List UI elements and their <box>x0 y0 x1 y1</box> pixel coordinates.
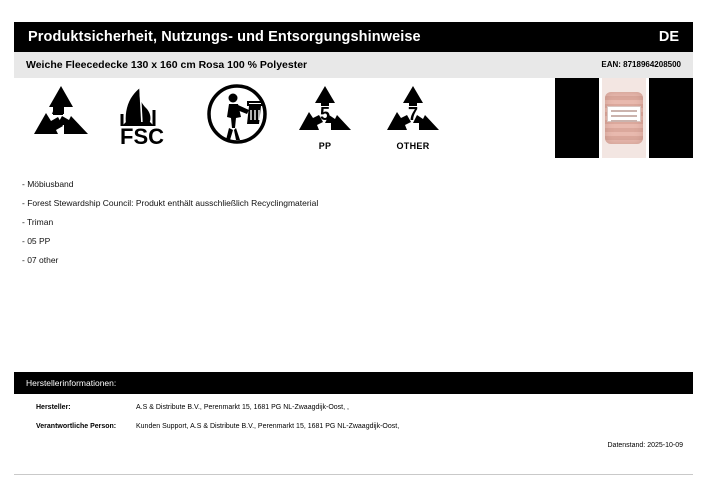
tidyman-icon <box>200 84 274 144</box>
manufacturer-label: Hersteller: <box>36 404 71 411</box>
list-item: - Möbiusband <box>22 179 74 189</box>
svg-text:FSC: FSC <box>120 124 164 146</box>
manufacturer-section <box>14 372 693 449</box>
recycling-07-label: OTHER <box>396 141 430 151</box>
datestamp: Datenstand: 2025-10-09 <box>607 442 683 449</box>
product-subheader <box>14 52 693 78</box>
blanket-photo <box>605 92 643 144</box>
list-item: - Triman <box>22 217 54 227</box>
mobius-loop-icon <box>24 84 98 142</box>
responsible-person-label: Verantwortliche Person: <box>36 423 117 430</box>
product-safety-sheet <box>14 22 693 478</box>
list-item: - Forest Stewardship Council: Produkt enthält ausschließlich Recyclingmaterial <box>22 198 319 208</box>
page-title: Produktsicherheit, Nutzungs- und Entsorgungshinweise <box>28 29 421 45</box>
ean-code: EAN: 8718964208500 <box>601 60 681 69</box>
product-image-left <box>555 78 599 158</box>
product-image-group <box>555 78 693 158</box>
product-image-center <box>602 78 646 158</box>
header-bar <box>14 22 693 52</box>
recycling-07-other-icon <box>376 84 450 151</box>
product-image-right <box>649 78 693 158</box>
manufacturer-heading: Herstellerinformationen: <box>14 372 693 394</box>
manufacturer-rows <box>14 394 693 430</box>
recycling-05-label: PP <box>318 141 332 151</box>
product-title: Weiche Fleecedecke 130 x 160 cm Rosa 100 % Polyester <box>26 58 308 71</box>
list-item: - 05 PP <box>22 236 51 246</box>
fsc-icon <box>112 84 186 146</box>
table-row <box>14 423 693 430</box>
symbol-explanation-list <box>14 179 693 265</box>
list-item: - 07 other <box>22 255 59 265</box>
pictogram-band <box>14 78 693 171</box>
recycling-05-pp-icon <box>288 84 362 151</box>
language-badge: DE <box>658 29 679 45</box>
table-row <box>14 404 693 411</box>
responsible-person-value: Kunden Support, A.S & Distribute B.V., Perenmarkt 15, 1681 PG NL-Zwaagdijk-Oost, <box>136 423 400 430</box>
svg-text:7: 7 <box>407 104 419 124</box>
manufacturer-value: A.S & Distribute B.V., Perenmarkt 15, 1681 PG NL-Zwaagdijk-Oost, , <box>136 404 349 411</box>
bottom-divider <box>14 474 693 475</box>
pictogram-row <box>24 84 450 151</box>
svg-text:5: 5 <box>319 104 331 124</box>
blanket-label-band <box>607 106 641 122</box>
